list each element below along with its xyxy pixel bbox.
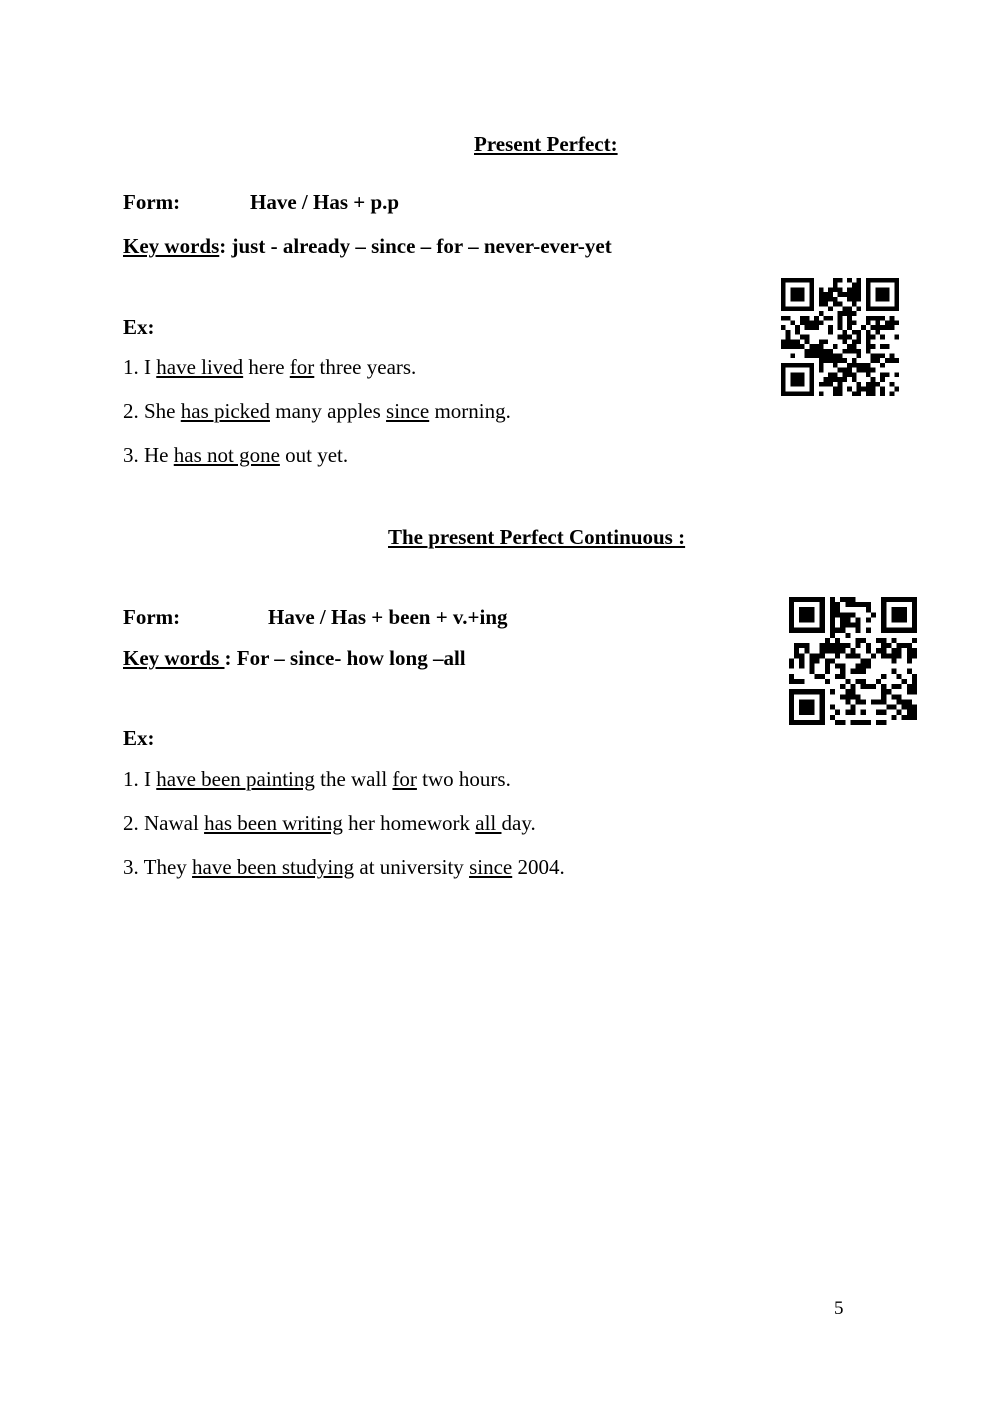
sentence-text: 2004. [512, 855, 565, 879]
examples-label: Ex: [123, 726, 155, 750]
underlined-phrase: have been painting [156, 767, 315, 791]
underlined-phrase: have lived [156, 355, 244, 379]
example-sentence [123, 355, 416, 380]
example-sentence [123, 399, 511, 424]
sentence-text: 2. She [123, 399, 181, 423]
sentence-text: out yet. [279, 443, 349, 467]
underlined-phrase: for [392, 767, 417, 791]
example-sentence [123, 443, 348, 468]
sentence-text: morning. [429, 399, 511, 423]
sentence-text: three years. [314, 355, 417, 379]
sentence-text: her homework [342, 811, 476, 835]
keywords-line [123, 646, 466, 671]
form-formula: Have / Has + p.p [250, 190, 400, 214]
sentence-text: 1. I [123, 355, 157, 379]
keywords-colon: : [224, 646, 232, 670]
keywords-label: Key words [123, 646, 225, 670]
underlined-phrase: has not gone [173, 443, 280, 467]
underlined-phrase: since [469, 855, 513, 879]
underlined-phrase: has been writing [204, 811, 343, 835]
sentence-text: 1. I [123, 767, 157, 791]
sentence-text: 3. He [123, 443, 174, 467]
underlined-phrase: has picked [180, 399, 270, 423]
keywords-list: just - already – since – for – never-ever-yet [226, 234, 612, 258]
sentence-text: here [243, 355, 290, 379]
keywords-label: Key words [123, 234, 220, 258]
section-title-present-perfect: Present Perfect: [474, 132, 618, 156]
example-sentence [123, 767, 511, 792]
form-label: Form: [123, 605, 181, 629]
examples-label: Ex: [123, 315, 155, 339]
sentence-text: 2. Nawal [123, 811, 205, 835]
keywords-list: For – since- how long –all [231, 646, 466, 670]
page-number: 5 [834, 1298, 844, 1319]
sentence-text: 3. They [123, 855, 193, 879]
sentence-text: many apples [269, 399, 387, 423]
underlined-phrase: since [386, 399, 430, 423]
example-sentence [123, 855, 565, 880]
underlined-phrase: have been studying [192, 855, 355, 879]
keywords-line [123, 234, 612, 259]
underlined-phrase: for [289, 355, 315, 379]
form-formula: Have / Has + been + v.+ing [268, 605, 508, 629]
example-sentence [123, 811, 536, 836]
sentence-text: two hours. [416, 767, 511, 791]
form-label: Form: [123, 190, 181, 214]
keywords-colon: : [219, 234, 227, 258]
sentence-text: at university [354, 855, 470, 879]
sentence-text: day. [501, 811, 536, 835]
sentence-text: the wall [314, 767, 393, 791]
qr-code-icon [780, 278, 900, 396]
underlined-phrase: all [475, 811, 502, 835]
qr-code-icon [788, 597, 918, 725]
section-title-present-perfect-continuous: The present Perfect Continuous : [388, 525, 686, 549]
